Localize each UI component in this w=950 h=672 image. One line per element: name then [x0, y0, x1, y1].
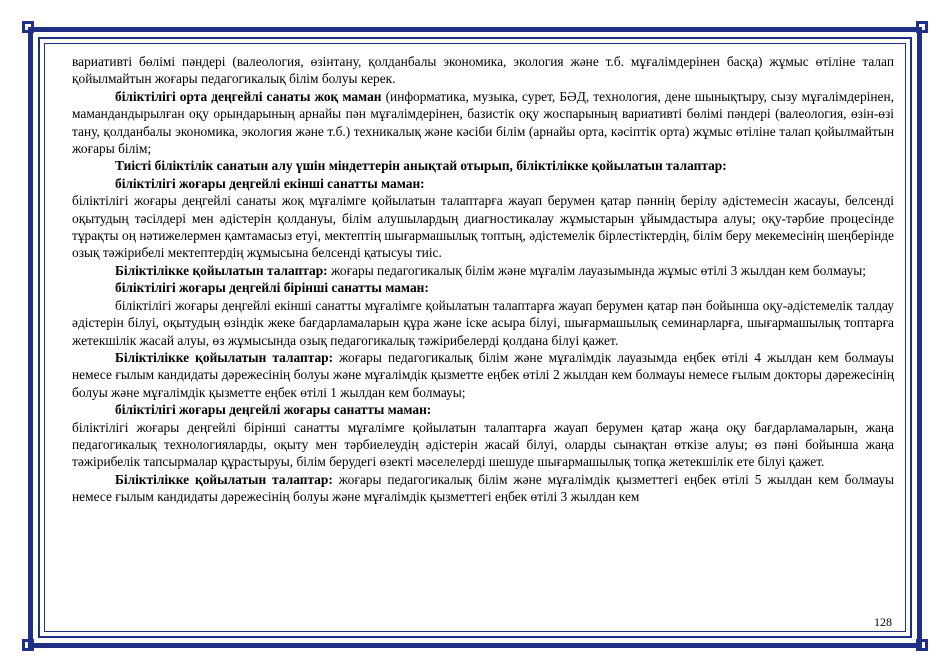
paragraph: Біліктілікке қойылатын талаптар: жоғары педагогикалық білім және мұғалім лауазымында жұмыс өтілі 3 жылдан кем болмауы; [115, 262, 866, 278]
paragraph: біліктілігі жоғары деңгейлі екінші санатты мұғалімге қойылатын талаптарға жауап берумен қатар пән бойынша оқу-әдістемелік талдау әдістерін білуі, оқытудың өзіндік жеке бағдарламаларын құра және іске асыра білуі, шығармашылық семинарларға, шығармашылық топтарға жетекшілік жасай алуы, өз жұмысында озық педагогикалық тәжірибелерді қолдана білуі қажет. [72, 297, 894, 348]
document-body [72, 53, 894, 618]
paragraph: біліктілігі орта деңгейлі санаты жоқ маман (информатика, музыка, сурет, БӘД, технология, дене шынықтыру, сызу мұғалімдерінен, мамандандырылған оқу орындарының арнайы пән мұғалімдерінен, базистік оқу жоспарының вариативті бөлімі пәндері (валеология, өзін-өзі тану, қолданбалы экономика, экология және т.б.) техникалық және кәсіби білім (арнайы орта, кәсіптік орта) жұмыс өтіліне талап қойылмайтын жоғары білім; [72, 88, 894, 157]
paragraph: біліктілігі жоғары деңгейлі бірінші санатты мұғалімге қойылатын талаптарға жауап берумен қатар жаңа оқу бағдарламаларын, жаңа педагогикалық технологияларды, оқыту мен тәрбиелеудің әдістерін жасай білуі, оларды сынақтан өткізе алуы; өз пәні бойынша жаңа тәжірибелік тапсырмалар құрастыруы, білім берудегі өзекті мәселелерді шешуде шығармашылық топқа жетекшілік ете білуі қажет. [72, 419, 894, 470]
section-heading: біліктілігі жоғары деңгейлі бірінші санатты маман: [115, 280, 429, 296]
paragraph: біліктілігі жоғары деңгейлі санаты жоқ мұғалімге қойылатын талаптарға жауап берумен қатар пәннің берілу әдістемесін жасауы, белсенді оқытудың тәсілдері мен әдістерін қолдануы, білім алушылардың диагностикалау жұмыстарын ұйымдастыра алуы; оқу-тәрбие процесінде тұрақты оң нәтижелермен қамтамасыз етуі, мектептің шығармашылық топтың, әдістемелік бірлестіктердің, білім беру мекемесінің шеңберінде озық тәжірибелі мектептердің жұмысына белсенді қатысуы тиіс. [72, 193, 894, 261]
paragraph: Біліктілікке қойылатын талаптар: жоғары педагогикалық білім және мұғалімдік лауазымда еңбек өтілі 4 жылдан кем болмауы немесе ғылым кандидаты дәрежесінің болуы және мұғалімдік қызметте еңбек өтілі 2 жылдан кем болмауы немесе ғылым докторы дәрежесінің болуы және мұғалімдік қызметте еңбек өтілі 1 жылдан кем болмауы; [72, 349, 894, 400]
section-heading: Тиісті біліктілік санатын алу үшін міндеттерін анықтай отырып, біліктілікке қойылатын талаптар: [115, 158, 727, 174]
paragraph: Біліктілікке қойылатын талаптар: жоғары педагогикалық білім және мұғалімдік қызметтегі еңбек өтілі 5 жылдан кем болмауы немесе ғылым кандидаты дәрежесінің болуы және мұғалімдік қызметтегі еңбек өтілі 3 жылдан кем [72, 471, 894, 505]
section-heading: біліктілігі жоғары деңгейлі екінші санатты маман: [115, 175, 425, 191]
section-heading: біліктілігі жоғары деңгейлі жоғары санатты маман: [115, 402, 432, 418]
page-number: 128 [874, 615, 892, 629]
paragraph: вариативті бөлімі пәндері (валеология, өзінтану, қолданбалы экономика, экология және т.б. мұғалімдерінен басқа) жұмыс өтіліне талап қойылмайтын жоғары педагогикалық білім болуы керек. [72, 54, 894, 87]
